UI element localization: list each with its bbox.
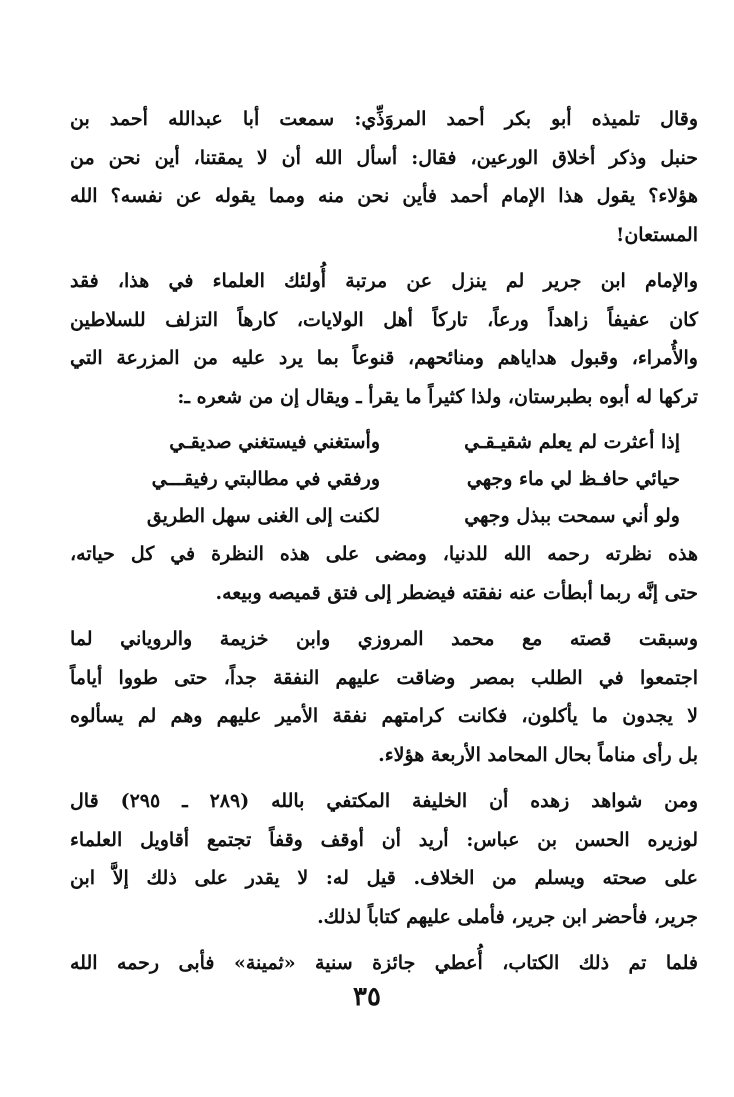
verse-hemistich-second: لكنت إلى الغنى سهل الطريق [146, 505, 380, 527]
text-line: هذه نظرته رحمه الله للدنيا، ومضى على هذه النظرة في كل حياته، [70, 543, 698, 565]
verse-line [70, 498, 698, 535]
text-line: جرير، فأحضر ابن جرير، فأملى عليهم كتاباً لذلك. [317, 905, 698, 928]
text-line: وقال تلميذه أبو بكر أحمد المروَذِّي: سمعت أبا عبدالله أحمد بن [70, 108, 698, 130]
verse-line [70, 461, 698, 498]
text-line: تركها له أبوه بطبرستان، ولذا كثيراً ما يقرأ ـ ويقال إن من شعره ـ: [177, 385, 698, 408]
verse-hemistich-first: ولو أني سمحت ببذل وجهي [464, 505, 680, 527]
text-line: بل رأى مناماً بحال المحامد الأربعة هؤلاء. [378, 743, 698, 766]
page-body [70, 100, 698, 991]
paragraph-4 [70, 620, 698, 774]
text-line: حتى إنَّه ربما أبطأت عنه نفقته فيضطر إلى فتق قميصه وبيعه. [215, 581, 698, 604]
text-line: كان عفيفاً زاهداً ورعاً، تاركاً أهل الولايات، كارهاً التزلف للسلاطين [70, 308, 698, 331]
text-line: هؤلاء؟ يقول هذا الإمام أحمد فأين نحن منه ومما يقوله عن نفسه؟ الله [70, 185, 698, 207]
verse-hemistich-first: إذا أعثرت لم يعلم شقيـقـي [464, 431, 680, 453]
verse-hemistich-first: حيائي حافـظ لي ماء وجهي [466, 468, 680, 490]
paragraph-3 [70, 535, 698, 612]
text-line: المستعان! [616, 223, 698, 246]
text-line: والأُمراء، وقبول هداياهم ومنائحهم، قنوعاً بما يرد عليه من المزرعة التي [70, 347, 698, 369]
text-line: لوزيره الحسن بن عباس: أريد أن أوقف وقفاً تجتمع أقاويل العلماء [70, 828, 698, 851]
text-line: اجتمعوا في الطلب بمصر وضاقت عليهم النفقة جداً، حتى طووا أياماً [70, 666, 698, 689]
paragraph-2 [70, 262, 698, 416]
poem [70, 424, 698, 535]
text-line: والإمام ابن جرير لم ينزل عن مرتبة أُولئك العلماء في هذا، فقد [70, 270, 698, 292]
text-line: حنبل وذكر أخلاق الورعين، فقال: أسأل الله أن لا يمقتنا، أين نحن من [70, 146, 698, 169]
text-line: لا يجدون ما يأكلون، فكانت كرامتهم نفقة الأمير عليهم وهم لم يسألوه [70, 705, 698, 727]
paragraph-1 [70, 100, 698, 254]
paragraph-6 [70, 944, 698, 983]
paragraph-5 [70, 782, 698, 936]
text-line: فلما تم ذلك الكتاب، أُعطي جائزة سنية «ثمينة» فأبى رحمه الله [70, 952, 698, 974]
page-number: ٣٥ [353, 982, 381, 1012]
text-line: وسبقت قصته مع محمد المروزي وابن خزيمة والروياني لما [70, 628, 698, 650]
verse-line [70, 424, 698, 461]
verse-hemistich-second: وأستغني فيستغني صديقـي [169, 431, 380, 453]
text-line: على صحته ويسلم من الخلاف. قيل له: لا يقدر على ذلك إلاَّ ابن [70, 867, 698, 889]
text-line: ومن شواهد زهده أن الخليفة المكتفي بالله (٢٨٩ ـ ٢٩٥) قال [70, 790, 698, 812]
verse-hemistich-second: ورفقي في مطالبتي رفيقـــي [151, 468, 380, 490]
